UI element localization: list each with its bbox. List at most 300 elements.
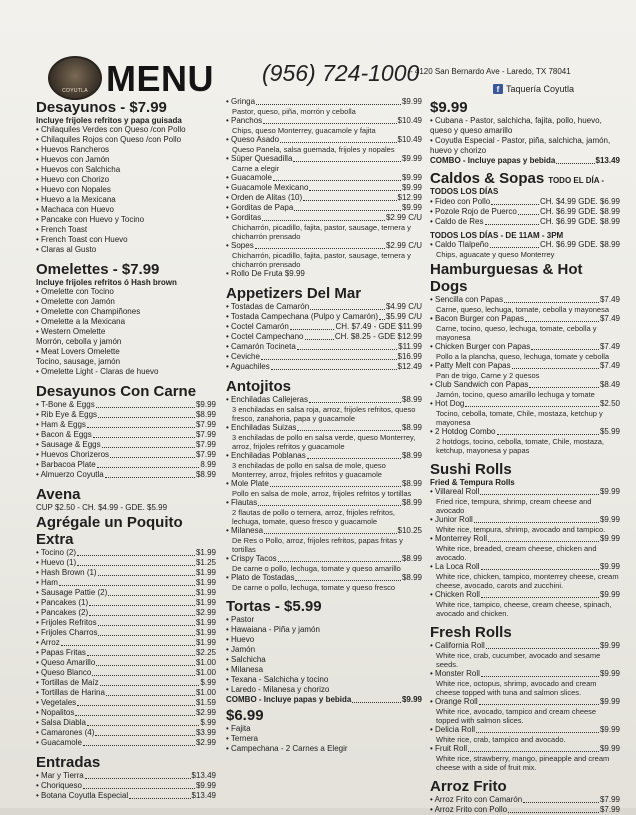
item-price: $9.99 <box>401 173 422 182</box>
item-price: $7.49 <box>599 295 620 304</box>
item-description: 3 enchiladas en salsa roja, arroz, frijoles refritos, queso fresco, zanahoria, papa y guacamole <box>232 405 416 423</box>
item-price: $9.99 <box>599 562 620 571</box>
menu-item: • Chilaquiles Verdes con Queso /con Pollo <box>36 125 186 134</box>
dot-leader <box>474 522 599 523</box>
item-name: • Delicia Roll <box>430 725 476 734</box>
dot-leader <box>297 430 401 431</box>
section-title: $6.99 <box>226 707 264 724</box>
item-price: $7.99 <box>195 440 216 449</box>
item-price: $7.99 <box>195 420 216 429</box>
menu-item: • Machaca con Huevo <box>36 205 114 214</box>
menu-item <box>226 302 422 312</box>
spacer <box>226 592 422 596</box>
menu-item: • Coyutla Especial - Pastor, piña, salchicha, jamón, huevo y chorizo <box>430 136 611 155</box>
menu-item <box>430 197 620 207</box>
menu-item <box>226 362 422 372</box>
dot-leader <box>310 309 385 310</box>
item-price: $2.99 <box>195 608 216 617</box>
item-description: White rice, octopus, shrimp, avocado and cream cheese topped with tuna and salmon slices. <box>436 679 597 697</box>
dot-leader <box>95 735 195 736</box>
menu-item: • Cubana - Pastor, salchicha, fajita, pollo, huevo, queso y queso amarillo <box>430 116 602 135</box>
menu-item <box>226 241 422 251</box>
item-name: • Enchiladas Poblanas <box>226 451 306 460</box>
section-title: Agrégale un Poquito Extra <box>36 514 183 548</box>
spacer <box>36 748 216 752</box>
dot-leader <box>468 751 599 752</box>
item-name: • 2 Hotdog Combo <box>430 427 496 436</box>
item-price: $3.99 <box>195 728 216 737</box>
menu-item <box>226 423 422 433</box>
menu-item: • French Toast con Huevo <box>36 235 128 244</box>
combo-row <box>226 695 422 705</box>
menu-item <box>36 628 216 638</box>
item-name: • T-Bone & Eggs <box>36 400 95 409</box>
menu-item: • Omelette Light - Claras de huevo <box>36 367 159 376</box>
menu-column-left <box>36 97 216 801</box>
menu-item <box>430 217 620 227</box>
dot-leader <box>481 569 599 570</box>
item-name: COMBO - Incluye papas y bebida <box>430 156 556 165</box>
item-description: Jamón, tocino, queso amarillo lechuga y tomate <box>436 390 595 399</box>
section-title: $9.99 <box>430 99 468 116</box>
dot-leader <box>96 407 195 408</box>
menu-item: • Hawaiana - Piña y jamón <box>226 625 320 634</box>
item-price: $8.99 <box>401 573 422 582</box>
dot-leader <box>110 457 195 458</box>
menu-item <box>36 578 216 588</box>
item-price: $8.99 <box>401 451 422 460</box>
item-price: $1.99 <box>195 578 216 587</box>
dot-leader <box>531 349 599 350</box>
menu-item <box>430 641 620 651</box>
item-price: $9.99 <box>599 725 620 734</box>
menu-item: • Ternera <box>226 734 259 743</box>
dot-leader <box>83 745 195 746</box>
item-name: • Frijoles Refritos <box>36 618 97 627</box>
dot-leader <box>98 417 195 418</box>
menu-item <box>36 698 216 708</box>
dot-leader <box>295 580 400 581</box>
dot-leader <box>379 319 385 320</box>
menu-item <box>430 515 620 525</box>
item-description: White rice, chicken, tampico, monterrey cheese, cream cheese, avocado, carots and zucchini. <box>436 572 619 590</box>
menu-item <box>430 240 620 250</box>
section-title: Hamburguesas & Hot Dogs <box>430 261 583 295</box>
item-name: • Hash Brown (1) <box>36 568 97 577</box>
item-price: $10.25 <box>397 526 422 535</box>
dot-leader <box>87 655 195 656</box>
item-price: $7.49 <box>599 361 620 370</box>
item-name: • Huevo (1) <box>36 558 77 567</box>
menu-item <box>36 648 216 658</box>
item-name: • Queso Asado <box>226 135 280 144</box>
item-price: $8.99 <box>401 479 422 488</box>
item-name: • Papas Fritas <box>36 648 86 657</box>
item-price: $4.99 C/U <box>385 302 422 311</box>
section-note: Fried & Tempura Rolls <box>430 478 515 487</box>
menu-item <box>430 427 620 437</box>
dot-leader <box>518 214 539 215</box>
facebook-icon: f <box>493 84 503 94</box>
item-name: • Junior Roll <box>430 515 473 524</box>
item-name: • Monster Roll <box>430 669 480 678</box>
dot-leader <box>98 635 194 636</box>
menu-item: Tocino, sausage, jamón <box>36 357 121 366</box>
menu-item <box>36 470 216 480</box>
dot-leader <box>273 180 401 181</box>
menu-item <box>430 207 620 217</box>
item-name: • Sencilla con Papas <box>430 295 504 304</box>
menu-item <box>36 588 216 598</box>
item-price: $7.99 <box>195 450 216 459</box>
menu-item <box>36 430 216 440</box>
item-price: CH. $4.99 GDE. $6.99 <box>539 197 620 206</box>
dot-leader <box>480 494 599 495</box>
item-name: • Pozole Rojo de Puerco <box>430 207 517 216</box>
menu-item: • Pastor <box>226 615 255 624</box>
menu-item <box>36 708 216 718</box>
menu-item <box>226 451 422 461</box>
dot-leader <box>278 561 401 562</box>
item-price: $1.99 <box>195 548 216 557</box>
menu-item: • Huevo con Nopales <box>36 185 111 194</box>
item-description: Carne, tocino, queso, lechuga, tomate, cebolla y mayonesa <box>436 324 597 342</box>
item-price: $2.99 C/U <box>385 241 422 250</box>
menu-item <box>36 548 216 558</box>
section-title: Avena <box>36 486 81 503</box>
item-price: $8.49 <box>599 380 620 389</box>
dot-leader <box>264 533 396 534</box>
menu-item: • Fajita <box>226 724 251 733</box>
menu-item <box>226 342 422 352</box>
menu-item: • Texana - Salchicha y tocino <box>226 675 329 684</box>
item-price: $.99 <box>200 718 216 727</box>
item-name: • Panchos <box>226 116 263 125</box>
item-name: • Aguachiles <box>226 362 270 371</box>
item-description: White rice, strawberry, mango, pineapple and cream cheese with a side of fruit mix. <box>436 754 610 772</box>
item-name: • Arroz <box>36 638 60 647</box>
caldos-title-row <box>430 170 620 197</box>
item-name: • Enchiladas Suizas <box>226 423 297 432</box>
item-price: $8.99 <box>401 423 422 432</box>
item-description: Pastor, queso, piña, morrón y cebolla <box>232 107 356 116</box>
item-name: • Vegetales <box>36 698 77 707</box>
item-description: Chicharrón, picadillo, fajita, pastor, sausage, ternera y chicharrón prensado <box>232 223 411 241</box>
item-name: • Milanesa <box>226 526 264 535</box>
item-price: $7.99 <box>599 795 620 804</box>
menu-item <box>36 440 216 450</box>
dot-leader <box>261 359 397 360</box>
menu-item <box>430 805 620 815</box>
item-description: Tocino, cebolla, tomate, Chile, mostaza, ketchup y mayonesa <box>436 409 603 427</box>
spacer <box>226 372 422 376</box>
address: - 4120 San Bernardo Ave - Laredo, TX 78041 <box>410 67 571 76</box>
item-name: • Tocino (2) <box>36 548 77 557</box>
section-title: Antojitos <box>226 378 291 395</box>
item-description: Carne, queso, lechuga, tomate, cebolla y mayonesa <box>436 305 610 314</box>
menu-item: • Pancake con Huevo y Tocino <box>36 215 145 224</box>
menu-item <box>36 450 216 460</box>
dot-leader <box>293 161 401 162</box>
section-note: CUP $2.50 - CH. $4.99 - GDE. $5.99 <box>36 503 168 512</box>
menu-header <box>0 4 636 99</box>
item-price: $2.99 <box>195 738 216 747</box>
item-description: De carne o pollo, lechuga, tomate y queso fresco <box>232 583 396 592</box>
item-price: $9.99 <box>401 695 422 704</box>
section-note: TODO EL DÍA - TODOS LOS DÍAS <box>430 176 605 196</box>
dot-leader <box>263 123 396 124</box>
item-name: • Pancakes (2) <box>36 608 89 617</box>
item-name: • Guacamole <box>226 173 272 182</box>
section-title: Desayunos Con Carne <box>36 383 197 400</box>
item-name: • Orden de Alitas (10) <box>226 193 303 202</box>
item-name: • Coctel Campechano <box>226 332 304 341</box>
item-price: $1.25 <box>195 558 216 567</box>
menu-item <box>36 728 216 738</box>
dot-leader <box>92 675 195 676</box>
menu-item <box>36 658 216 668</box>
dot-leader <box>75 715 195 716</box>
item-name: • Camarón Tocineta <box>226 342 296 351</box>
menu-item: • Laredo - Milanesa y chorizo <box>226 685 330 694</box>
dot-leader <box>270 486 401 487</box>
spacer <box>226 279 422 283</box>
menu-item <box>430 795 620 805</box>
item-price: $13.49 <box>191 771 216 780</box>
menu-item <box>36 781 216 791</box>
item-name: • Coctel Camarón <box>226 322 289 331</box>
item-price: $2.25 <box>195 648 216 657</box>
menu-item <box>430 295 620 305</box>
menu-item: • Meat Lovers Omelette <box>36 347 120 356</box>
item-price: CH. $6.99 GDE. $8.99 <box>539 217 620 226</box>
dot-leader <box>77 705 195 706</box>
menu-columns <box>0 97 636 814</box>
item-name: • Tortillas de Maíz <box>36 678 99 687</box>
menu-item <box>36 668 216 678</box>
item-name: • Ceviche <box>226 352 260 361</box>
restaurant-logo <box>48 56 102 100</box>
item-name: • Patty Melt con Papas <box>430 361 511 370</box>
dot-leader <box>105 477 195 478</box>
menu-item <box>36 460 216 470</box>
menu-item <box>226 116 422 126</box>
item-price: $10.49 <box>397 135 422 144</box>
section-note: TODOS LOS DÍAS - DE 11AM - 3PM <box>430 231 564 240</box>
item-price: $9.99 <box>599 515 620 524</box>
item-price: CH. $6.99 GDE. $8.99 <box>539 207 620 216</box>
menu-item <box>36 618 216 628</box>
item-price: $7.99 <box>195 430 216 439</box>
dot-leader <box>488 541 599 542</box>
menu-item: • Huevos con Jamón <box>36 155 110 164</box>
menu-item <box>226 573 422 583</box>
item-name: • Almuerzo Coyutla <box>36 470 104 479</box>
menu-item <box>36 791 216 801</box>
menu-item <box>36 678 216 688</box>
dot-leader <box>262 220 385 221</box>
item-name: • Salsa Diabla <box>36 718 86 727</box>
menu-item: • Huevos Rancheros <box>36 145 110 154</box>
menu-item <box>430 669 620 679</box>
item-name: • Queso Amarillo <box>36 658 96 667</box>
item-description: Chips, aguacate y queso Monterrey <box>436 250 555 259</box>
menu-item <box>226 183 422 193</box>
menu-item <box>226 322 422 332</box>
dot-leader <box>256 104 401 105</box>
item-name: • Gorditas de Papa <box>226 203 294 212</box>
menu-item: • Claras al Gusto <box>36 245 97 254</box>
dot-leader <box>77 565 195 566</box>
item-price: $12.99 <box>397 193 422 202</box>
dot-leader <box>98 625 195 626</box>
item-price: $9.99 <box>195 781 216 790</box>
menu-item <box>430 562 620 572</box>
item-name: • Choriqueso <box>36 781 82 790</box>
menu-item <box>226 395 422 405</box>
item-price: $9.99 <box>401 203 422 212</box>
dot-leader <box>504 302 599 303</box>
dot-leader <box>523 802 599 803</box>
menu-item <box>226 135 422 145</box>
menu-item: • Western Omelette <box>36 327 106 336</box>
item-price: $9.99 <box>599 669 620 678</box>
item-name: • Club Sandwich con Papas <box>430 380 529 389</box>
item-name: • Súper Quesadilla <box>226 154 293 163</box>
item-name: • Fruit Roll <box>430 744 468 753</box>
dot-leader <box>303 200 396 201</box>
dot-leader <box>93 437 195 438</box>
item-price: $11.99 <box>398 342 422 351</box>
item-name: • Mole Plate <box>226 479 269 488</box>
dot-leader <box>108 595 195 596</box>
menu-item <box>430 590 620 600</box>
item-description: White rice, breaded, cream cheese, chicken and avocado. <box>436 544 597 562</box>
item-name: • Mar y Tierra <box>36 771 84 780</box>
dot-leader <box>525 321 599 322</box>
item-description: 2 flautas de pollo o ternera, arroz, frijoles refritos, lechuga, tomate, queso fresco y guacamole <box>232 508 395 526</box>
item-name: • Orange Roll <box>430 697 478 706</box>
dot-leader <box>87 427 195 428</box>
item-description: White rice, crab, cucumber, avocado and sesame seeds. <box>436 651 601 669</box>
dot-leader <box>77 555 195 556</box>
dot-leader <box>508 812 599 813</box>
section-title: Sushi Rolls <box>430 461 512 478</box>
menu-item: • Salchicha <box>226 655 266 664</box>
item-name: • Sopes <box>226 241 254 250</box>
item-name: • Botana Coyutla Especial <box>36 791 129 800</box>
dot-leader <box>497 434 599 435</box>
dot-leader <box>481 676 599 677</box>
menu-item: • Campechana - 2 Carnes a Elegir <box>226 744 348 753</box>
item-description: Queso Panela, salsa guemada, frijoles y nopales <box>232 145 395 154</box>
item-description: 3 enchiladas de pollo en salsa verde, queso Monterrey, arroz, frijoles refritos y guacamole <box>232 433 416 451</box>
menu-item: • Omelette con Tocino <box>36 287 114 296</box>
menu-item <box>430 534 620 544</box>
menu-item <box>36 718 216 728</box>
item-price: $5.99 <box>599 427 620 436</box>
item-price: $1.99 <box>195 588 216 597</box>
item-name: • La Loca Roll <box>430 562 480 571</box>
spacer <box>36 377 216 381</box>
item-price: $.99 <box>200 678 216 687</box>
section-title: Omelettes - $7.99 <box>36 261 160 278</box>
item-description: White rice, avocado, tampico and cream cheese topped with salmon slices. <box>436 707 597 725</box>
dot-leader <box>98 575 195 576</box>
item-name: • Chicken Roll <box>430 590 480 599</box>
dot-leader <box>297 349 397 350</box>
dot-leader <box>481 597 599 598</box>
dot-leader <box>309 190 401 191</box>
dot-leader <box>129 798 190 799</box>
item-price: $8.99 <box>401 395 422 404</box>
menu-item <box>430 361 620 371</box>
item-price: CH. $7.49 - GDE $11.99 <box>335 322 422 331</box>
section-title: Entradas <box>36 754 101 771</box>
item-price: $9.99 <box>599 697 620 706</box>
dot-leader <box>85 778 191 779</box>
menu-item <box>226 173 422 183</box>
section-title: Desayunos - $7.99 <box>36 99 167 116</box>
menu-item <box>430 487 620 497</box>
item-name: • Crispy Tacos <box>226 554 277 563</box>
menu-item <box>226 193 422 203</box>
item-description: Chips, queso Monterrey, guacamole y fajita <box>232 126 376 135</box>
item-name: • California Roll <box>430 641 485 650</box>
item-price: $1.00 <box>195 688 216 697</box>
item-price: $9.99 <box>599 744 620 753</box>
menu-item <box>226 154 422 164</box>
dot-leader <box>96 665 195 666</box>
dot-leader <box>61 645 195 646</box>
dot-leader <box>485 224 539 225</box>
menu-item <box>226 498 422 508</box>
item-name: • Camarones (4) <box>36 728 95 737</box>
item-name: • Sausage Pattie (2) <box>36 588 108 597</box>
menu-item <box>226 479 422 489</box>
item-price: $9.99 <box>599 487 620 496</box>
menu-item <box>36 410 216 420</box>
item-price: $2.99 C/U <box>385 213 422 222</box>
item-price: $1.99 <box>195 598 216 607</box>
dot-leader <box>479 704 599 705</box>
dot-leader <box>89 615 195 616</box>
item-price: $8.99 <box>195 410 216 419</box>
menu-item <box>226 526 422 536</box>
dot-leader <box>556 163 594 164</box>
item-description: White rice, tempura, shrimp, avocado and tampico. <box>436 525 606 534</box>
item-price: $5.99 C/U <box>385 312 422 321</box>
dot-leader <box>100 685 200 686</box>
facebook-link <box>493 84 574 94</box>
section-title: Fresh Rolls <box>430 624 512 641</box>
item-name: • Queso Blanco <box>36 668 92 677</box>
menu-item: • Omelette con Champiñones <box>36 307 141 316</box>
item-name: • Ham <box>36 578 58 587</box>
menu-item <box>36 420 216 430</box>
menu-item <box>36 638 216 648</box>
item-description: De carne o pollo, lechuga, tomate y queso amarillo <box>232 564 401 573</box>
menu-item <box>226 97 422 107</box>
item-name: • Arroz Frito con Camarón <box>430 795 523 804</box>
menu-item <box>36 568 216 578</box>
item-name: • Flautas <box>226 498 258 507</box>
item-name: • Pancakes (1) <box>36 598 89 607</box>
item-price: $9.99 <box>401 154 422 163</box>
dot-leader <box>486 648 599 649</box>
spacer <box>430 455 620 459</box>
menu-item <box>226 213 422 223</box>
